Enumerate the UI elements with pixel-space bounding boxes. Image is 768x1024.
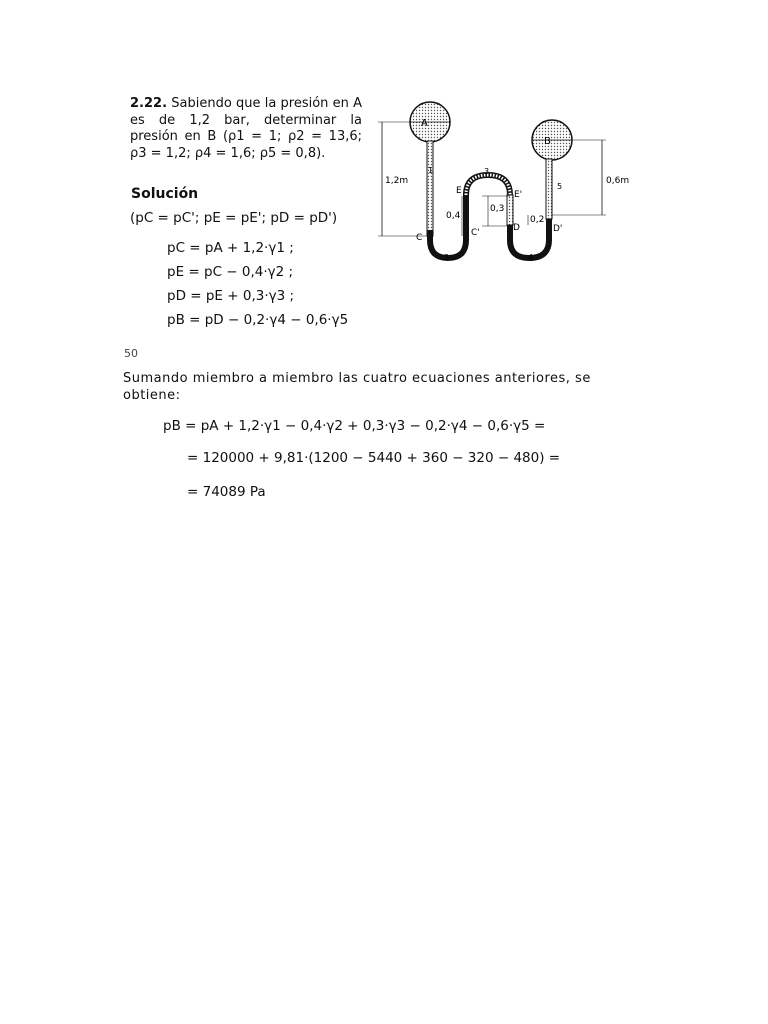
manometer-diagram	[370, 100, 640, 270]
label-d-prime: D'	[553, 224, 563, 234]
dim-0-4: 0,4	[446, 211, 461, 221]
pressure-equalities: (pC = pC'; pE = pE'; pD = pD')	[130, 210, 338, 226]
equation-1: pC = pA + 1,2·γ1 ;	[167, 240, 294, 256]
label-a: A	[421, 118, 428, 129]
summary-text: Sumando miembro a miembro las cuatro ecuaciones anteriores, se obtiene:	[123, 371, 591, 403]
tube-5	[546, 159, 552, 219]
page-number: 50	[124, 347, 138, 360]
tube-3-right	[507, 195, 513, 225]
label-tube-3: 3	[484, 167, 490, 176]
result-line-2: = 120000 + 9,81·(1200 − 5440 + 360 − 320 − 480) =	[187, 450, 561, 466]
label-c-prime: C'	[471, 228, 480, 238]
label-b: B	[544, 136, 551, 147]
label-d: D	[513, 223, 520, 233]
dim-1-2m: 1,2m	[385, 176, 409, 186]
equation-2: pE = pC − 0,4·γ2 ;	[167, 264, 294, 280]
problem-statement	[130, 96, 362, 162]
problem-number: 2.22.	[130, 96, 168, 111]
label-c: C	[416, 233, 423, 243]
result-line-3: = 74089 Pa	[187, 484, 266, 500]
dim-0-2: 0,2	[530, 215, 545, 225]
solution-heading: Solución	[131, 186, 199, 202]
problem-text: Sabiendo que la presión en A es de 1,2 bar, determinar la presión en B (ρ1 = 1; ρ2 = 13,6; ρ3 = 1,2; ρ4 = 1,6; ρ5 = 0,8).	[130, 96, 362, 161]
equation-4: pB = pD − 0,2·γ4 − 0,6·γ5	[167, 312, 349, 328]
label-tube-4: 4	[528, 253, 534, 262]
dim-0-3: 0,3	[490, 204, 505, 214]
tube-1	[427, 141, 433, 236]
tube-2	[430, 195, 466, 258]
label-tube-2: 2	[444, 253, 450, 262]
label-tube-1: 1	[428, 166, 434, 175]
label-tube-5: 5	[557, 182, 563, 191]
equation-3: pD = pE + 0,3·γ3 ;	[167, 288, 295, 304]
result-line-1: pB = pA + 1,2·γ1 − 0,4·γ2 + 0,3·γ3 − 0,2·γ4 − 0,6·γ5 =	[163, 418, 546, 434]
label-e: E	[456, 186, 462, 196]
label-e-prime: E'	[514, 190, 523, 200]
dim-0-6m: 0,6m	[606, 176, 630, 186]
